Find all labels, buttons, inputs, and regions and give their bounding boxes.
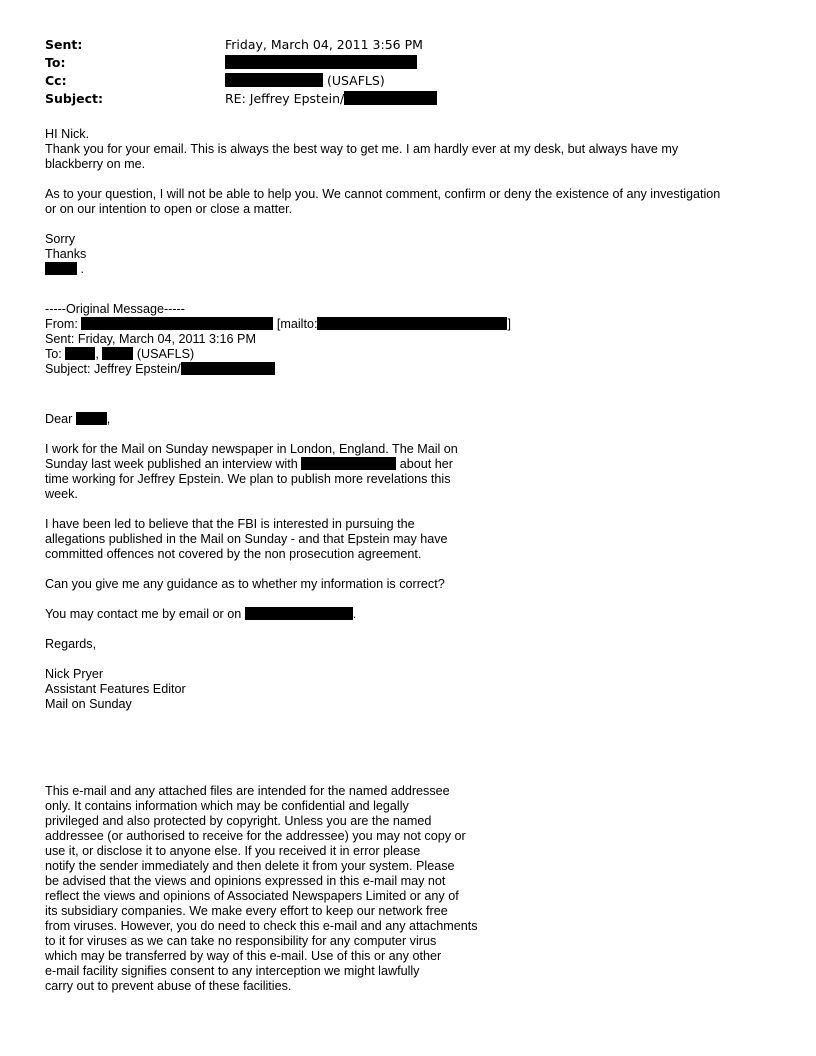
sent-label: Sent: — [45, 37, 83, 52]
original-subject-row: Subject: Jeffrey Epstein/ — [45, 362, 511, 377]
sent-value: Friday, March 04, 2011 3:56 PM — [225, 37, 423, 52]
disclaimer-line: privileged and also protected by copyright. Unless you are the named — [45, 814, 432, 828]
regards-line: Regards, — [45, 637, 97, 651]
reply-signature: . — [45, 262, 720, 277]
disclaimer-line: which may be transferred by way of this e-mail. Use of this or any other — [45, 949, 442, 963]
body-line: time working for Jeffrey Epstein. We plan to publish more revelations this — [45, 472, 451, 486]
body-line: Sunday last week published an interview with about her — [45, 457, 453, 471]
original-message-header — [45, 302, 511, 377]
reply-text-line: Thank you for your email. This is always the best way to get me. I am hardly ever at my desk, but always have my — [45, 142, 679, 156]
body-line: allegations published in the Mail on Sunday - and that Epstein may have — [45, 532, 448, 546]
body-line: I work for the Mail on Sunday newspaper in London, England. The Mail on — [45, 442, 458, 456]
redaction-block — [317, 317, 507, 330]
disclaimer-line: e-mail facility signifies consent to any interception we might lawfully — [45, 964, 420, 978]
reply-thanks: Thanks — [45, 247, 87, 261]
reply-text-line: blackberry on me. — [45, 157, 146, 171]
body-line: You may contact me by email or on . — [45, 607, 357, 621]
redaction-block — [65, 347, 95, 360]
subject-value: RE: Jeffrey Epstein/ — [225, 91, 345, 106]
dear-line: Dear , — [45, 412, 111, 426]
reply-greeting: HI Nick. — [45, 127, 90, 141]
cc-suffix: (USAFLS) — [326, 73, 385, 88]
redaction-block — [344, 91, 437, 105]
original-to-row: To: , (USAFLS) — [45, 347, 195, 361]
cc-label: Cc: — [45, 73, 67, 88]
disclaimer-line: This e-mail and any attached files are intended for the named addressee — [45, 784, 450, 798]
body-line: Can you give me any guidance as to whether my information is correct? — [45, 577, 445, 591]
reply-body — [45, 127, 720, 277]
signature-title: Assistant Features Editor — [45, 682, 186, 696]
redaction-block — [245, 607, 353, 620]
redaction-block — [76, 412, 107, 425]
body-line: committed offences not covered by the non prosecution agreement. — [45, 547, 422, 561]
original-separator: -----Original Message----- — [45, 302, 185, 316]
disclaimer-line: from viruses. However, you do need to check this e-mail and any attachments — [45, 919, 478, 933]
redaction-block — [45, 262, 77, 275]
body-line: I have been led to believe that the FBI is interested in pursuing the — [45, 517, 415, 531]
signature-name: Nick Pryer — [45, 667, 104, 681]
redaction-block — [81, 317, 273, 330]
redaction-block — [102, 347, 133, 360]
subject-label: Subject: — [45, 91, 103, 106]
original-body — [45, 412, 458, 712]
redaction-block — [181, 362, 275, 375]
reply-text-line: or on our intention to open or close a matter. — [45, 202, 293, 216]
disclaimer-line: be advised that the views and opinions expressed in this e-mail may not — [45, 874, 446, 888]
disclaimer-line: carry out to prevent abuse of these facilities. — [45, 979, 292, 993]
original-from-row: From: [mailto: ] — [45, 317, 511, 331]
to-label: To: — [45, 55, 66, 70]
disclaimer-line: only. It contains information which may be confidential and legally — [45, 799, 409, 813]
disclaimer-line: to it for viruses as we can take no responsibility for any computer virus — [45, 934, 437, 948]
disclaimer-line: its subsidiary companies. We make every effort to keep our network free — [45, 904, 448, 918]
disclaimer-line: reflect the views and opinions of Associated Newspapers Limited or any of — [45, 889, 459, 903]
reply-sorry: Sorry — [45, 232, 76, 246]
disclaimer-line: addressee (or authorised to receive for the addressee) you may not copy or — [45, 829, 466, 843]
disclaimer-line: use it, or disclose it to anyone else. If you received it in error please — [45, 844, 421, 858]
original-sent-row: Sent: Friday, March 04, 2011 3:16 PM — [45, 332, 256, 346]
redaction-block — [225, 73, 323, 87]
disclaimer-line: notify the sender immediately and then delete it from your system. Please — [45, 859, 455, 873]
disclaimer — [45, 784, 478, 994]
redaction-block — [301, 457, 396, 470]
signature-org: Mail on Sunday — [45, 697, 132, 711]
redaction-block — [225, 55, 417, 69]
body-line: week. — [45, 487, 78, 501]
reply-text-line: As to your question, I will not be able to help you. We cannot comment, confirm or deny the existence of any investigation — [45, 187, 721, 201]
